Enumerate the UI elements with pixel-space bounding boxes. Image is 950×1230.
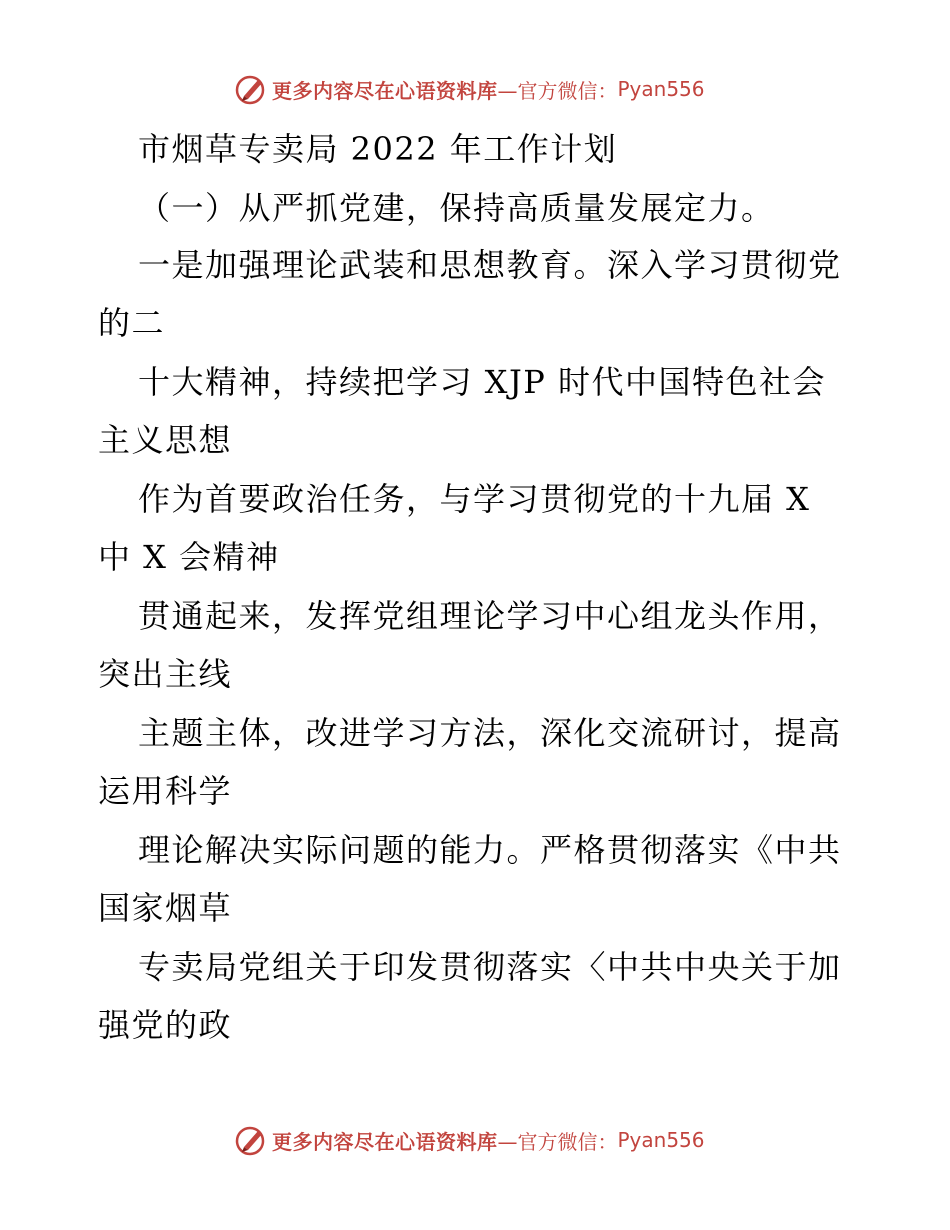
footer-banner	[234, 1123, 705, 1157]
paragraph-line: 主义思想	[98, 421, 233, 459]
paragraph-line: 中 X 会精神	[98, 538, 280, 576]
paragraph-line: 作为首要政治任务，与学习贯彻党的十九届 X	[138, 480, 811, 518]
banner-dash-text: —官方微信：	[497, 1129, 618, 1154]
pen-logo-icon	[234, 1123, 268, 1157]
paragraph-line: 国家烟草	[98, 889, 233, 927]
banner-text: 更多内容尽在心语资料库	[272, 78, 498, 103]
banner-account: Pyan556	[617, 1128, 705, 1152]
paragraph-line: 强党的政	[98, 1006, 233, 1044]
document-title: 市烟草专卖局 2022 年工作计划	[138, 130, 618, 168]
banner-dash-text: —官方微信：	[497, 78, 618, 103]
paragraph-line: 运用科学	[98, 772, 233, 810]
paragraph-line: 贯通起来，发挥党组理论学习中心组龙头作用，	[138, 597, 842, 635]
paragraph-line: 主题主体，改进学习方法，深化交流研讨，提高	[138, 714, 842, 752]
banner-account: Pyan556	[617, 77, 705, 101]
pen-logo-icon	[234, 72, 268, 106]
paragraph-line: 理论解决实际问题的能力。严格贯彻落实《中共	[138, 831, 842, 869]
header-banner	[234, 72, 705, 106]
paragraph-line: 的二	[98, 304, 166, 342]
paragraph-line: 突出主线	[98, 655, 233, 693]
section-heading: （一）从严抓党建，保持高质量发展定力。	[138, 189, 775, 227]
banner-text: 更多内容尽在心语资料库	[272, 1129, 498, 1154]
paragraph-line: 一是加强理论武装和思想教育。深入学习贯彻党	[138, 246, 842, 284]
paragraph-line: 专卖局党组关于印发贯彻落实〈中共中央关于加	[138, 948, 842, 986]
paragraph-line: 十大精神，持续把学习 XJP 时代中国特色社会	[138, 363, 826, 401]
